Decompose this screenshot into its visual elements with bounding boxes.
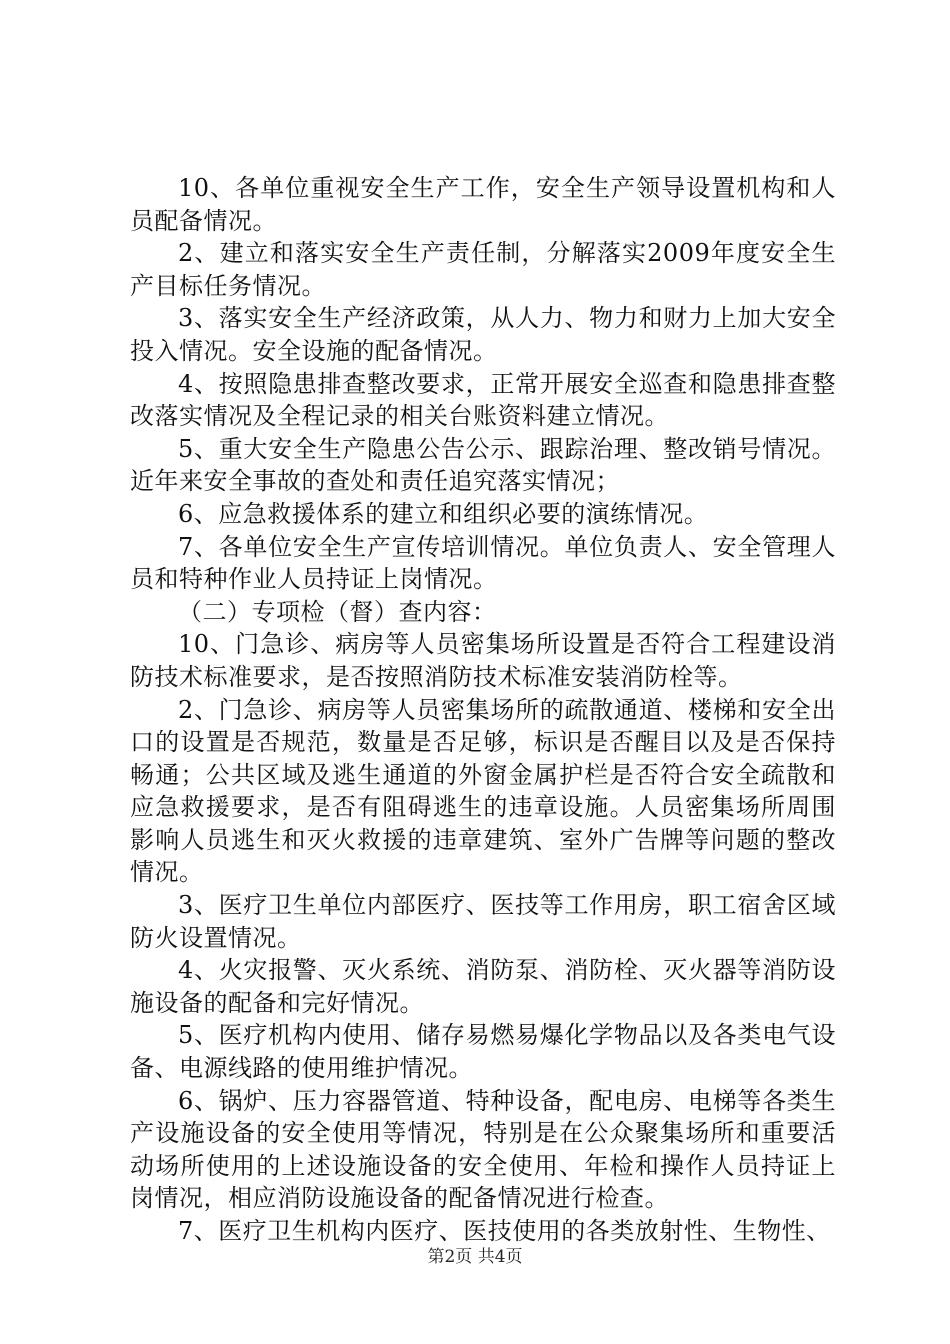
- document-body: [130, 172, 836, 1248]
- paragraph-7: 7、各单位安全生产宣传培训情况。单位负责人、安全管理人员和特种作业人员持证上岗情况。: [130, 532, 836, 594]
- paragraph-5: 5、重大安全生产隐患公告公示、跟踪治理、整改销号情况。近年来安全事故的查处和责任追究落实情况；: [130, 434, 836, 496]
- paragraph-3: 3、落实安全生产经济政策，从人力、物力和财力上加大安全投入情况。安全设施的配备情况。: [130, 304, 836, 365]
- paragraph-6: 6、应急救援体系的建立和组织必要的演练情况。: [178, 499, 709, 528]
- section-heading: （二）专项检（督）查内容：: [178, 597, 497, 626]
- paragraph-10: 2、门急诊、病房等人员密集场所的疏散通道、楼梯和安全出口的设置是否规范，数量是否足够，标识是否醒目以及是否保持畅通；公共区域及逃生通道的外窗金属护栏是否符合安全疏散和应急救援要求，是否有阻碍逃生的违章设施。人员密集场所周围影响人员逃生和灭火救援的违章建筑、室外广告牌等问题的整改情况。: [130, 695, 836, 887]
- paragraph-15: 7、医疗卫生机构内医疗、医技使用的各类放射性、生物性、: [178, 1217, 831, 1245]
- paragraph-13: 5、医疗机构内使用、储存易燃易爆化学物品以及各类电气设备、电源线路的使用维护情况。: [130, 1021, 836, 1083]
- paragraph-11: 3、医疗卫生单位内部医疗、医技等工作用房，职工宿舍区域防火设置情况。: [130, 891, 836, 952]
- paragraph-1: 10、各单位重视安全生产工作，安全生产领导设置机构和人员配备情况。: [130, 174, 836, 235]
- paragraph-9: 10、门急诊、病房等人员密集场所设置是否符合工程建设消防技术标准要求，是否按照消防技术标准安装消防栓等。: [130, 630, 836, 691]
- paragraph-2: 2、建立和落实安全生产责任制，分解落实2009年度安全生产目标任务情况。: [130, 239, 836, 300]
- page-footer: 第2页 共4页: [427, 1247, 523, 1267]
- paragraph-4: 4、按照隐患排查整改要求，正常开展安全巡查和隐患排查整改落实情况及全程记录的相关台账资料建立情况。: [130, 369, 836, 431]
- paragraph-14: 6、锅炉、压力容器管道、特种设备，配电房、电梯等各类生产设施设备的安全使用等情况，特别是在公众聚集场所和重要活动场所使用的上述设施设备的安全使用、年检和操作人员持证上岗情况，相应消防设施设备的配备情况进行检查。: [130, 1086, 836, 1213]
- paragraph-12: 4、火灾报警、灭火系统、消防泵、消防栓、灭火器等消防设施设备的配备和完好情况。: [130, 956, 836, 1017]
